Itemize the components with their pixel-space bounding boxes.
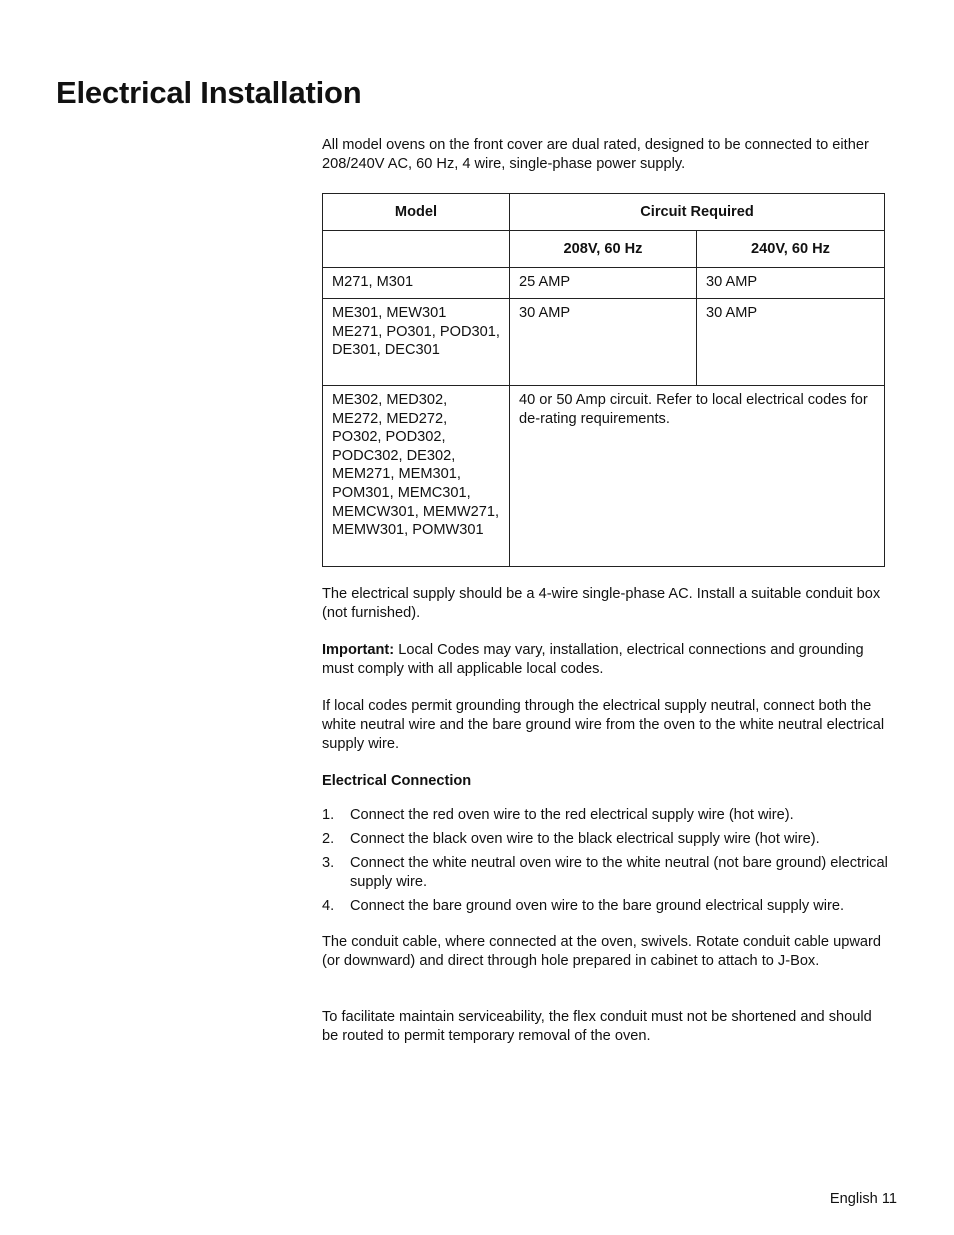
header-model: Model [323, 194, 510, 231]
page-title: Electrical Installation [56, 75, 362, 110]
list-item [322, 830, 892, 849]
model-cell: M271, M301 [323, 268, 510, 299]
step-number: 2. [322, 831, 335, 847]
important-text: Local Codes may vary, installation, electrical connections and grounding must comply with all applicable local codes. [322, 642, 864, 677]
step-text: Connect the red oven wire to the red electrical supply wire (hot wire). [350, 807, 794, 823]
important-note [322, 641, 892, 679]
step-number: 3. [322, 855, 335, 871]
subheader-208v: 208V, 60 Hz [510, 231, 697, 268]
subheader-blank [323, 231, 510, 268]
serviceability-paragraph: To facilitate maintain serviceability, the flex conduit must not be shortened and should be routed to permit temporary removal of the oven. [322, 1009, 872, 1044]
list-item [322, 854, 892, 892]
page-footer: English 11 [829, 1191, 897, 1207]
subheader-240v: 240V, 60 Hz [697, 231, 885, 268]
list-item [322, 806, 892, 825]
step-text: Connect the white neutral oven wire to the white neutral (not bare ground) electrical supply wire. [350, 855, 888, 890]
step-text: Connect the black oven wire to the black electrical supply wire (hot wire). [350, 831, 820, 847]
table-subheader-row [323, 231, 885, 268]
step-number: 4. [322, 898, 335, 914]
circuit-208-cell: 30 AMP [510, 299, 697, 386]
list-item [322, 897, 892, 916]
grounding-paragraph: If local codes permit grounding through the electrical supply neutral, connect both the white neutral wire and the bare ground wire from the oven to the white neutral electrical supply wire. [322, 698, 885, 752]
table-row [323, 268, 885, 299]
circuit-240-cell: 30 AMP [697, 299, 885, 386]
circuit-208-cell: 25 AMP [510, 268, 697, 299]
circuit-requirements-table [322, 193, 885, 567]
intro-paragraph: All model ovens on the front cover are dual rated, designed to be connected to either 208/240V AC, 60 Hz, 4 wire, single-phase power supply. [322, 137, 869, 172]
circuit-combined-cell: 40 or 50 Amp circuit. Refer to local electrical codes for de-rating requirements. [510, 386, 885, 567]
model-cell: ME301, MEW301 ME271, PO301, POD301, DE301, DEC301 [323, 299, 510, 386]
step-text: Connect the bare ground oven wire to the bare ground electrical supply wire. [350, 898, 845, 914]
supply-paragraph: The electrical supply should be a 4-wire single-phase AC. Install a suitable conduit box (not furnished). [322, 586, 881, 621]
circuit-240-cell: 30 AMP [697, 268, 885, 299]
table-row [323, 386, 885, 567]
table-row [323, 299, 885, 386]
table-header-row [323, 194, 885, 231]
step-number: 1. [322, 807, 335, 823]
model-cell: ME302, MED302, ME272, MED272, PO302, POD302, PODC302, DE302, MEM271, MEM301, POM301, MEMC301, MEMCW301, MEMW271, MEMW301, POMW301 [323, 386, 510, 567]
electrical-connection-heading: Electrical Connection [322, 773, 472, 789]
important-label: Important: [322, 642, 395, 658]
header-circuit-required: Circuit Required [510, 194, 885, 231]
connection-steps-list [322, 806, 892, 921]
conduit-cable-paragraph: The conduit cable, where connected at the oven, swivels. Rotate conduit cable upward (or downward) and direct through hole prepared in cabinet to attach to J-Box. [322, 934, 881, 969]
